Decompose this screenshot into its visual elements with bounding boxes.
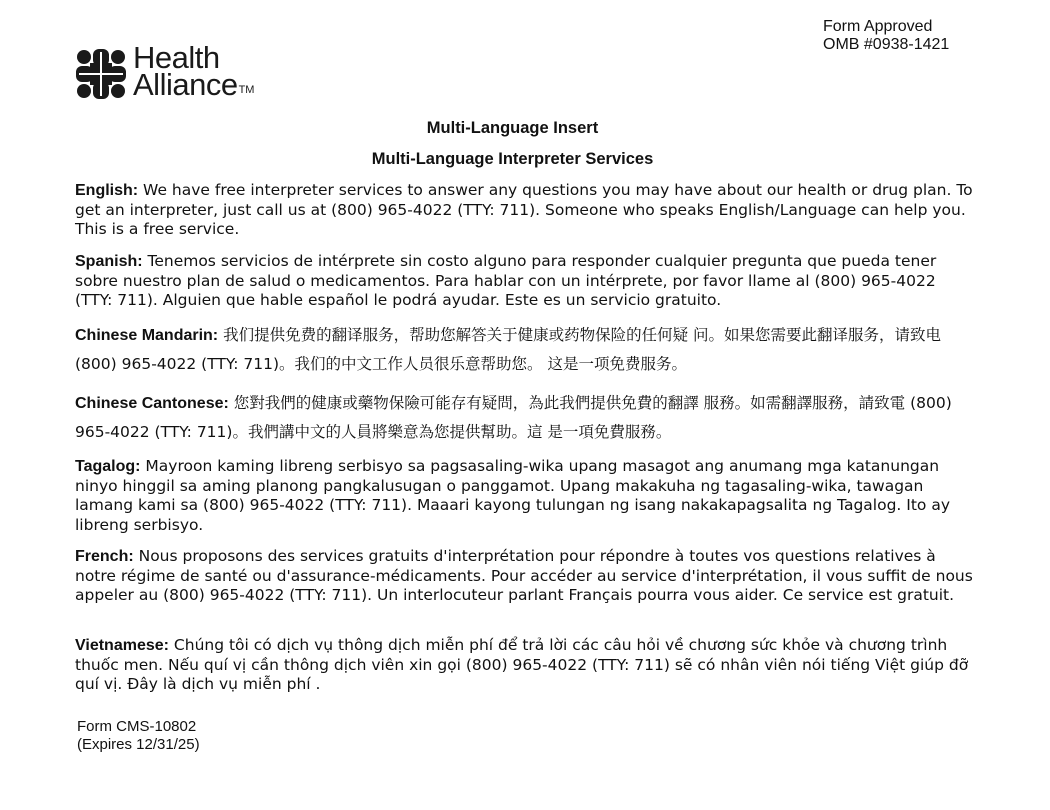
section-text: We have free interpreter services to answer any questions you may have about our health or drug plan. To get an interpreter, just call us at (800) 965-4022 (TTY: 711). Someone who speaks English/Language can help you. This is a free service. [75,181,973,238]
logo-wordmark [133,40,255,104]
omb-number: OMB #0938-1421 [823,36,950,53]
language-label: French: [75,548,134,565]
language-label: Chinese Cantonese: [75,395,229,412]
section-chinese-cantonese [75,389,975,447]
trademark-mark: TM [238,84,255,96]
form-expiration: (Expires 12/31/25) [77,736,200,753]
section-text: 我们提供免费的翻译服务，帮助您解答关于健康或药物保险的任何疑 问。如果您需要此翻译服务，请致电 (800) 965-4022 (TTY: 711)。我们的中文工作人员很乐意帮助您。 这是一项免费服务。 [75,326,942,373]
services-title: Multi-Language Interpreter Services [371,150,654,168]
form-approved-label: Form Approved [823,18,933,35]
insert-title: Multi-Language Insert [426,119,599,137]
omb-approval [823,18,949,54]
section-chinese-mandarin [75,321,975,379]
language-label: Chinese Mandarin: [75,327,219,344]
section-text: Tenemos servicios de intérprete sin costo alguno para responder cualquier pregunta que pueda tener sobre nuestro plan de salud o medicamentos. Para hablar con un intérprete, por favor llame al (800) 965-4022 (TTY: 711). Alguien que hable español le podrá ayudar. Este es un servicio gratuito. [75,252,937,309]
language-label: English: [75,182,139,199]
section-french [75,547,975,606]
section-text: Nous proposons des services gratuits d'interprétation pour répondre à toutes vos questions relatives à notre régime de santé ou d'assurance-médicaments. Pour accéder au service d'interprétation, il vous suffit de nous appeler au (800) 965-4022 (TTY: 711). Un interlocuteur parlant Français pourra vous aider. Ce service est gratuit. [75,547,973,604]
form-footer [77,718,200,754]
health-alliance-logo [75,40,255,104]
logo-line-1: Health [133,40,220,75]
section-text: Chúng tôi có dịch vụ thông dịch miễn phí để trả lời các câu hỏi về chương sức khỏe và chương trình thuốc men. Nếu quí vị cần thông dịch viên xin gọi (800) 965-4022 (TTY: 711) sẽ có nhân viên nói tiếng Việt giúp đỡ quí vị. Đây là dịch vụ miễn phí . [75,636,969,693]
section-text: Mayroon kaming libreng serbisyo sa pagsasaling-wika upang masagot ang anumang mga katanungan ninyo hinggil sa aming planong pangkalusugan o panggamot. Upang makakuha ng tagasaling-wika, tawagan lamang kami sa (800) 965-4022 (TTY: 711). Maaari kayong tulungan ng isang nakakapagsalita ng Tagalog. Ito ay libreng serbisyo. [75,457,950,534]
language-label: Vietnamese: [75,637,169,654]
section-tagalog [75,457,975,535]
logo-line-2: Alliance [133,67,238,102]
language-label: Tagalog: [75,458,141,475]
health-alliance-cross-logo-icon [75,48,127,100]
form-number: Form CMS-10802 [77,718,197,735]
section-english [75,181,975,240]
section-vietnamese [75,636,975,695]
section-text: 您對我們的健康或藥物保險可能存有疑問，為此我們提供免費的翻譯 服務。如需翻譯服務，請致電 (800) 965-4022 (TTY: 711)。我們講中文的人員將樂意為您提供幫助。這 是一項免費服務。 [75,394,952,441]
language-label: Spanish: [75,253,143,270]
section-spanish [75,252,975,311]
